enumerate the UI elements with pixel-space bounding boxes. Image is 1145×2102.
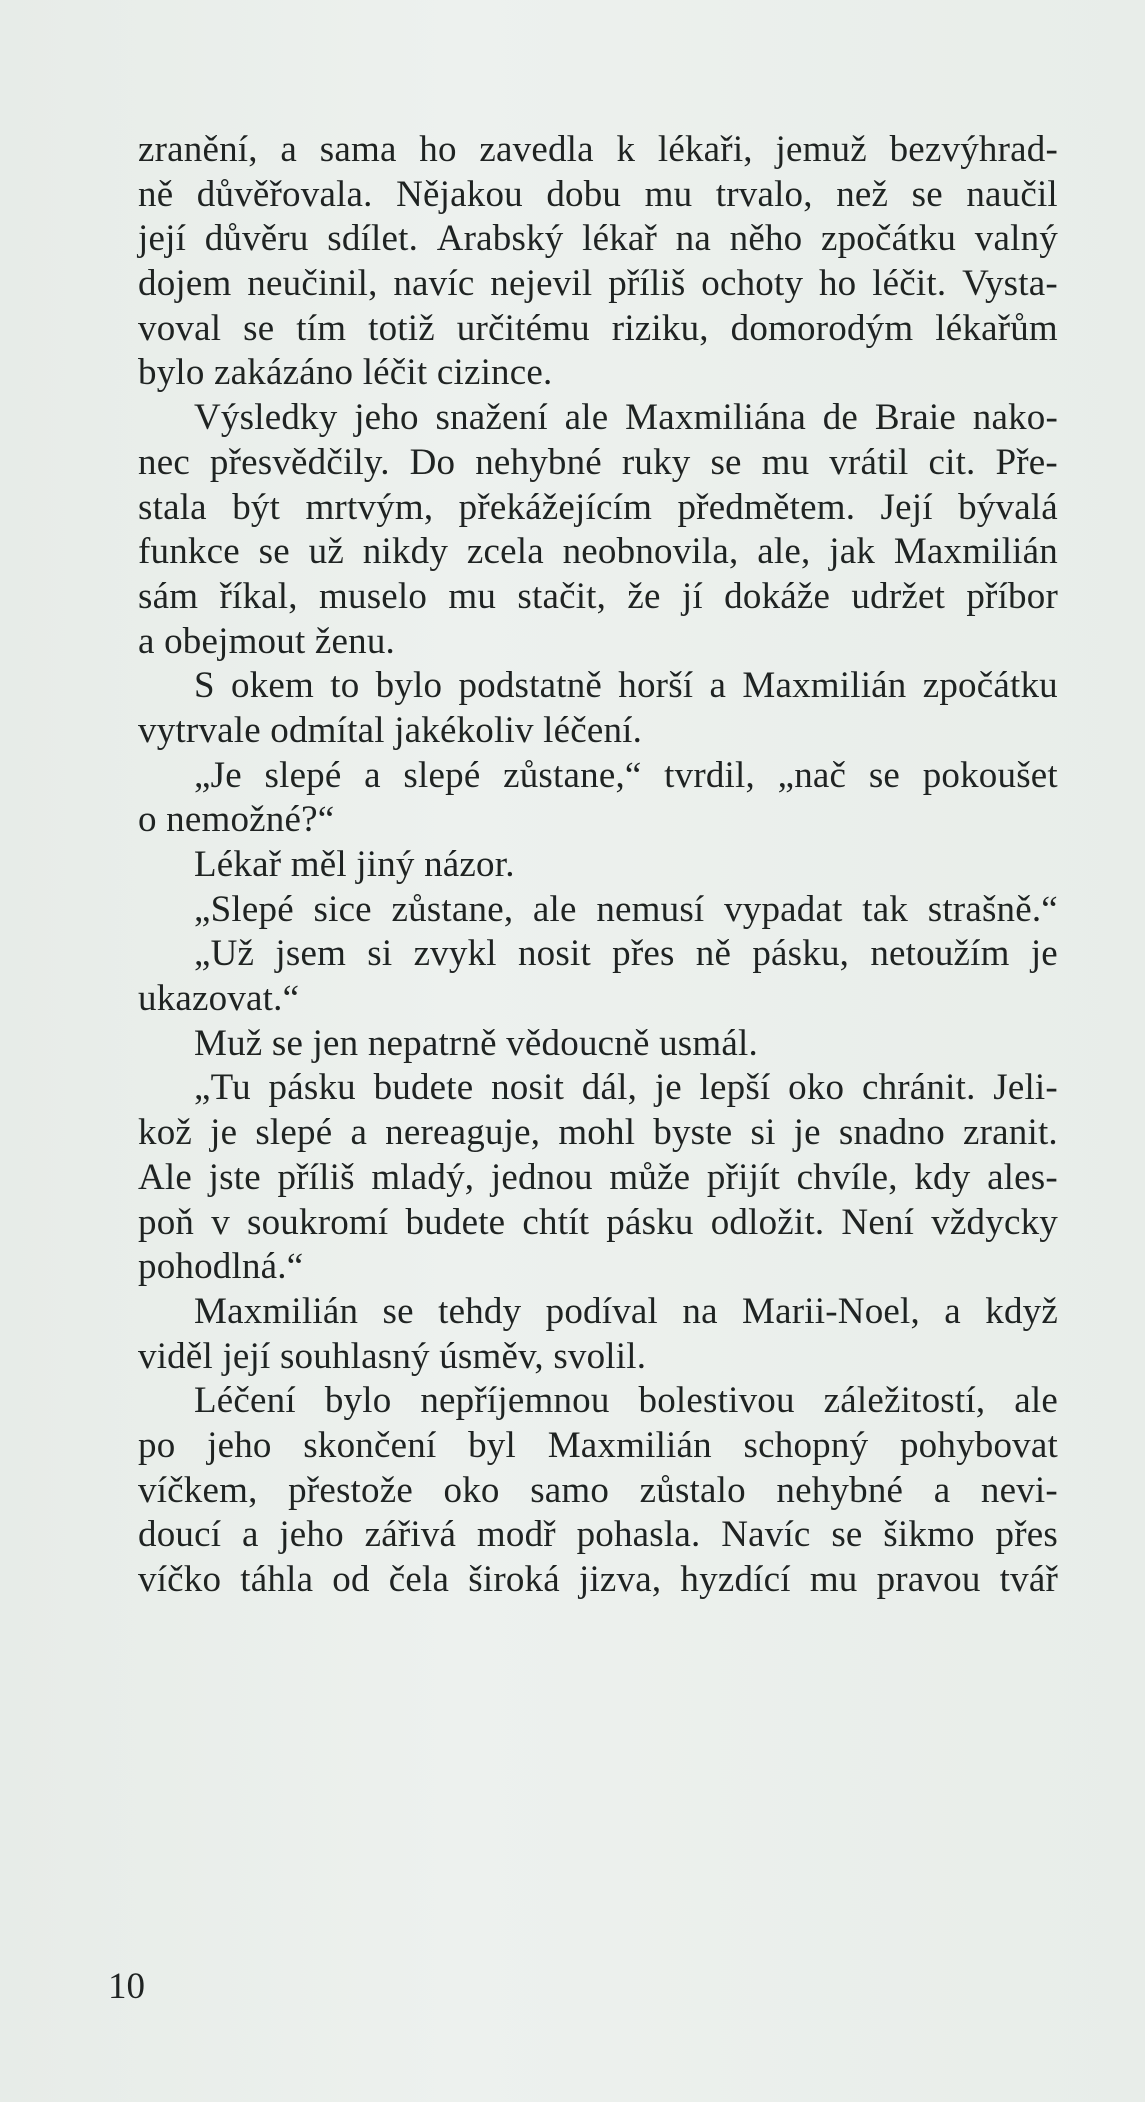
word: jen: [312, 1022, 368, 1064]
word: podstatně: [458, 665, 603, 707]
word: nemusí: [596, 888, 705, 930]
word: „Slepé: [194, 888, 294, 930]
word: v: [211, 1201, 230, 1243]
word: jak: [829, 531, 876, 573]
word: cit.: [928, 441, 976, 483]
word: lékařům: [935, 307, 1058, 349]
text-line: [138, 1379, 1058, 1424]
word: odložit.: [710, 1201, 825, 1243]
word: mu: [448, 575, 497, 617]
text-line: [138, 486, 1058, 531]
word: lepší: [699, 1067, 771, 1109]
word: Léčení: [194, 1380, 296, 1422]
word: jste: [208, 1156, 261, 1198]
word: lékaři,: [657, 129, 753, 170]
word: „Tu: [194, 1067, 251, 1109]
word: důvěru: [204, 218, 309, 260]
word: se: [258, 531, 290, 573]
word: přestože: [288, 1469, 413, 1511]
word: chránit.: [861, 1067, 976, 1109]
text-line: [138, 217, 1058, 262]
word: ale,: [757, 531, 811, 573]
word: to: [330, 665, 360, 707]
word: jí: [681, 575, 703, 617]
text-line: [138, 1201, 1058, 1246]
word: zpočátku: [820, 218, 957, 260]
word: přes: [612, 933, 675, 975]
word: trvalo,: [715, 173, 813, 215]
word: schopný: [743, 1424, 869, 1466]
word: soukromí: [247, 1201, 389, 1243]
word: poň: [138, 1201, 195, 1243]
word: pásku,: [752, 933, 850, 975]
text-line: [138, 575, 1058, 620]
word: odmítal: [270, 709, 395, 751]
word: bolestivou: [638, 1380, 795, 1422]
word: stačit,: [517, 575, 607, 617]
word: ně: [695, 933, 732, 975]
word: jizva,: [578, 1559, 662, 1600]
word: netoužím: [870, 933, 1010, 975]
word: nereaguje,: [385, 1112, 541, 1154]
word: Její: [880, 486, 933, 528]
word: Jeli-: [993, 1067, 1058, 1109]
word: ukazovat.“: [138, 978, 300, 1020]
word: ale: [532, 888, 577, 930]
word: tak: [862, 888, 909, 930]
word: příliš: [277, 1156, 355, 1198]
word: bylo: [138, 352, 215, 394]
word: zůstane,: [391, 888, 514, 930]
word: Maxmilián: [547, 1424, 712, 1466]
word: a: [241, 1514, 259, 1556]
text-line: [138, 1066, 1058, 1111]
word: Maxmilián: [742, 665, 907, 707]
word: pokoušet: [922, 754, 1058, 796]
word: přes: [995, 1514, 1058, 1556]
word: léčení.: [543, 709, 643, 751]
word: ho: [419, 129, 457, 170]
word: na: [682, 1290, 718, 1332]
word: bývalá: [958, 486, 1058, 528]
word: zavedla: [479, 129, 594, 170]
word: po: [138, 1424, 176, 1466]
word: budete: [405, 1201, 506, 1243]
text-line: [138, 798, 1058, 843]
word: se: [243, 307, 275, 349]
word: víčkem,: [138, 1469, 258, 1511]
text-line: [138, 620, 1058, 665]
word: jsem: [275, 933, 347, 975]
word: nako-: [972, 397, 1058, 439]
page-number: 10: [108, 1966, 145, 2007]
word: nosit: [517, 933, 591, 975]
word: kož: [138, 1112, 193, 1154]
word: se: [911, 173, 943, 215]
word: pravou: [876, 1559, 981, 1600]
word: když: [985, 1290, 1058, 1332]
word: pohodlná.“: [138, 1246, 304, 1288]
word: strašně.“: [927, 888, 1058, 930]
word: valný: [974, 218, 1058, 260]
text-line: [138, 1156, 1058, 1201]
word: mu: [761, 441, 810, 483]
word: navíc: [393, 263, 475, 305]
word: a: [944, 1290, 961, 1332]
word: sice: [313, 888, 372, 930]
word: pásku: [606, 1201, 694, 1243]
word: bylo: [324, 1380, 392, 1422]
word: příbor: [966, 575, 1058, 617]
word: oko: [443, 1469, 500, 1511]
word: příliš: [608, 263, 686, 305]
word: sama: [319, 129, 397, 170]
text-line: [138, 307, 1058, 352]
word: zářivá: [364, 1514, 457, 1556]
word: léčit: [362, 352, 437, 394]
word: sdílet.: [327, 218, 419, 260]
word: měl: [290, 844, 357, 885]
word: může: [609, 1156, 691, 1198]
word: Lékař: [194, 844, 291, 885]
text-line: [138, 977, 1058, 1022]
word: a: [709, 665, 727, 707]
word: ně: [138, 173, 174, 215]
word: okem: [231, 665, 315, 707]
text-line: [138, 441, 1058, 486]
word: od: [332, 1559, 370, 1600]
word: Maxmiliána: [625, 397, 806, 439]
word: oko: [788, 1067, 845, 1109]
word: Není: [841, 1201, 915, 1243]
word: zůstalo: [639, 1469, 746, 1511]
word: se: [382, 1290, 414, 1332]
word: ale: [564, 397, 609, 439]
word: Marii-Noel,: [742, 1290, 920, 1332]
word: Vysta-: [962, 263, 1058, 305]
word: snadno: [838, 1112, 945, 1154]
word: a: [138, 620, 165, 662]
word: Pře-: [995, 441, 1058, 483]
word: S: [194, 665, 215, 707]
word: „nač: [777, 754, 847, 796]
word: slepé: [264, 754, 342, 796]
text-line: [138, 351, 1058, 396]
word: si: [750, 1112, 776, 1154]
text-line: [138, 1469, 1058, 1514]
word: doucí: [138, 1514, 222, 1556]
word: lékař: [582, 218, 658, 260]
word: už: [308, 531, 344, 573]
word: neučinil,: [247, 263, 378, 305]
text-line: [138, 754, 1058, 799]
word: modř: [476, 1514, 556, 1556]
word: usmál.: [659, 1022, 758, 1064]
word: obejmout: [164, 620, 315, 662]
word: něho: [729, 218, 803, 260]
word: Muž: [194, 1022, 272, 1064]
text-line: [138, 1290, 1058, 1335]
word: nepříjemnou: [420, 1380, 610, 1422]
word: hyzdící: [680, 1559, 791, 1600]
word: bezvýhrad-: [889, 129, 1058, 170]
word: léčit.: [872, 263, 947, 305]
word: mrtvým,: [305, 486, 434, 528]
word: jeho: [354, 397, 419, 439]
word: ale: [1014, 1380, 1058, 1422]
word: „Je: [194, 754, 242, 796]
word: a: [933, 1469, 951, 1511]
word: důvěřovala.: [196, 173, 373, 215]
word: nejevil: [490, 263, 593, 305]
word: Navíc: [721, 1514, 811, 1556]
body-text: [138, 128, 1058, 1603]
word: na: [675, 218, 711, 260]
text-line: [138, 932, 1058, 977]
word: předmětem.: [677, 486, 856, 528]
word: mu: [809, 1559, 858, 1600]
text-line: [138, 888, 1058, 933]
word: dokáže: [724, 575, 831, 617]
word: viděl: [138, 1335, 223, 1377]
word: tím: [296, 307, 347, 349]
word: udržet: [851, 575, 946, 617]
word: totiž: [368, 307, 435, 349]
word: samo: [530, 1469, 610, 1511]
word: a: [280, 129, 298, 170]
word: Maxmilián: [893, 531, 1058, 573]
word: jemuž: [775, 129, 867, 170]
text-line: [138, 1335, 1058, 1380]
word: souhlasný: [279, 1335, 440, 1377]
word: nosit: [491, 1067, 565, 1109]
word: vytrvale: [138, 709, 271, 751]
word: o: [138, 799, 167, 841]
word: ho: [818, 263, 857, 305]
word: se: [831, 1514, 863, 1556]
word: zpočátku: [922, 665, 1058, 707]
word: Ale: [138, 1156, 193, 1198]
word: nehybné: [776, 1469, 904, 1511]
text-line: [138, 530, 1058, 575]
text-line: [138, 1022, 1058, 1067]
word: Braie: [874, 397, 956, 439]
word: chvíle,: [796, 1156, 898, 1198]
word: přijít: [706, 1156, 781, 1198]
word: svolil.: [553, 1335, 647, 1377]
word: přesvědčily.: [209, 441, 390, 483]
word: jiný: [356, 844, 425, 885]
word: naučil: [966, 173, 1058, 215]
word: je: [210, 1112, 238, 1154]
word: vrátil: [829, 441, 909, 483]
word: tvář: [999, 1559, 1058, 1600]
word: je: [793, 1112, 821, 1154]
word: nikdy: [362, 531, 449, 573]
word: dobu: [546, 173, 622, 215]
word: její: [222, 1335, 280, 1377]
text-line: [138, 1558, 1058, 1603]
text-line: [138, 128, 1058, 173]
word: ženu.: [314, 620, 395, 662]
word: byl: [468, 1424, 516, 1466]
word: zůstane,“: [503, 754, 642, 796]
word: říkal,: [219, 575, 298, 617]
word: podíval: [545, 1290, 659, 1332]
word: horší: [618, 665, 694, 707]
word: kdy: [914, 1156, 971, 1198]
word: a: [350, 1112, 368, 1154]
word: zranit.: [963, 1112, 1058, 1154]
word: vědoucně: [506, 1022, 660, 1064]
word: snažení: [435, 397, 548, 439]
word: „Už: [194, 933, 255, 975]
word: stala: [138, 486, 207, 528]
text-line: [138, 1513, 1058, 1558]
text-line: [138, 396, 1058, 441]
word: riziku,: [611, 307, 709, 349]
word: její: [138, 218, 187, 260]
word: nepatrně: [367, 1022, 507, 1064]
word: pohybovat: [899, 1424, 1058, 1466]
word: cizince.: [436, 352, 553, 394]
word: je: [654, 1067, 682, 1109]
word: záležitostí,: [823, 1380, 986, 1422]
word: Maxmilián: [194, 1290, 359, 1332]
word: mohl: [558, 1112, 636, 1154]
word: funkce: [138, 531, 240, 573]
word: tvrdil,: [664, 754, 755, 796]
word: ruky: [621, 441, 691, 483]
word: víčko: [138, 1559, 222, 1600]
word: nehybné: [475, 441, 602, 483]
text-line: [138, 664, 1058, 709]
word: úsměv,: [439, 1335, 554, 1377]
word: mladý,: [371, 1156, 475, 1198]
word: si: [367, 933, 393, 975]
word: určitému: [456, 307, 590, 349]
word: zakázáno: [214, 352, 363, 394]
word: překážejícím: [458, 486, 653, 528]
word: domorodým: [730, 307, 914, 349]
word: sám: [138, 575, 199, 617]
word: voval: [138, 307, 222, 349]
text-line: [138, 709, 1058, 754]
word: de: [822, 397, 859, 439]
word: k: [616, 129, 636, 170]
word: vypadat: [724, 888, 843, 930]
word: ochoty: [701, 263, 804, 305]
text-line: [138, 173, 1058, 218]
word: pohasla.: [576, 1514, 701, 1556]
word: neobnovila,: [562, 531, 739, 573]
word: dojem: [138, 263, 232, 305]
text-line: [138, 1111, 1058, 1156]
word: slepé: [403, 754, 481, 796]
word: nevi-: [980, 1469, 1058, 1511]
word: dál,: [581, 1067, 638, 1109]
word: byste: [653, 1112, 733, 1154]
word: skončení: [303, 1424, 437, 1466]
text-line: [138, 262, 1058, 307]
word: bylo: [375, 665, 443, 707]
word: jednou: [490, 1156, 593, 1198]
text-line: [138, 1245, 1058, 1290]
word: se: [710, 441, 742, 483]
word: Do: [409, 441, 456, 483]
word: budete: [373, 1067, 474, 1109]
word: táhla: [240, 1559, 314, 1600]
word: jeho: [207, 1424, 272, 1466]
word: ales-: [987, 1156, 1058, 1198]
word: čela: [388, 1559, 450, 1600]
word: mu: [644, 173, 693, 215]
word: Výsledky: [194, 397, 338, 439]
word: nemožné?“: [166, 799, 335, 841]
word: být: [232, 486, 281, 528]
word: se: [271, 1022, 313, 1064]
word: se: [868, 754, 901, 796]
text-line: [138, 1424, 1058, 1469]
word: než: [836, 173, 889, 215]
word: je: [1030, 933, 1058, 975]
word: zvykl: [413, 933, 497, 975]
word: vždycky: [931, 1201, 1058, 1243]
word: slepé: [255, 1112, 333, 1154]
word: Nějakou: [396, 173, 523, 215]
word: pásku: [268, 1067, 356, 1109]
word: muselo: [319, 575, 428, 617]
word: jakékoliv: [394, 709, 544, 751]
word: široká: [468, 1559, 560, 1600]
word: nec: [138, 441, 190, 483]
text-line: [138, 843, 1058, 888]
word: že: [627, 575, 661, 617]
word: a: [364, 754, 381, 796]
word: chtít: [522, 1201, 590, 1243]
word: tehdy: [438, 1290, 522, 1332]
word: šikmo: [883, 1514, 975, 1556]
word: jeho: [279, 1514, 344, 1556]
word: Arabský: [436, 218, 564, 260]
word: názor.: [424, 844, 515, 885]
word: zranění,: [138, 129, 258, 170]
word: zcela: [466, 531, 544, 573]
